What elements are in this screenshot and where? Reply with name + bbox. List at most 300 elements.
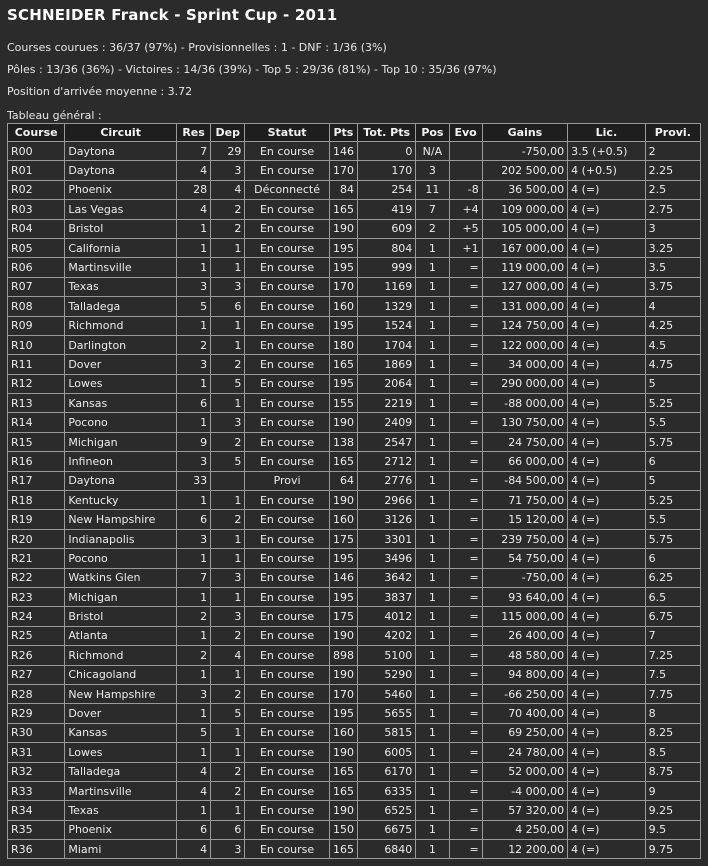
winnings-cell: 24 780,00 — [482, 743, 567, 762]
total-points-cell: 3301 — [357, 529, 415, 548]
evolution-cell: = — [449, 626, 482, 645]
license-cell: 4 (=) — [568, 568, 645, 587]
status-cell: En course — [245, 626, 329, 645]
start-cell: 29 — [211, 142, 245, 161]
points-cell: 175 — [329, 529, 357, 548]
status-cell: En course — [245, 219, 329, 238]
provi-cell: 5.5 — [645, 510, 700, 529]
start-cell: 1 — [211, 491, 245, 510]
total-points-cell: 0 — [357, 142, 415, 161]
status-cell: Déconnecté — [245, 180, 329, 199]
circuit-cell: Lowes — [65, 374, 177, 393]
table-row — [8, 277, 701, 296]
points-cell: 195 — [329, 374, 357, 393]
points-cell: 170 — [329, 684, 357, 703]
total-points-cell: 1869 — [357, 355, 415, 374]
total-points-cell: 999 — [357, 258, 415, 277]
col-header-provi: Provi. — [645, 124, 700, 142]
table-header — [8, 124, 701, 142]
course-cell: R20 — [8, 529, 65, 548]
result-cell: 4 — [176, 840, 210, 859]
points-cell: 195 — [329, 587, 357, 606]
table-row — [8, 297, 701, 316]
license-cell: 4 (=) — [568, 180, 645, 199]
course-cell: R12 — [8, 374, 65, 393]
winnings-cell: 70 400,00 — [482, 704, 567, 723]
winnings-cell: -88 000,00 — [482, 394, 567, 413]
start-cell: 1 — [211, 394, 245, 413]
winnings-cell: 202 500,00 — [482, 161, 567, 180]
position-cell: 1 — [416, 413, 449, 432]
table-row — [8, 820, 701, 839]
total-points-cell: 2219 — [357, 394, 415, 413]
status-cell: En course — [245, 374, 329, 393]
start-cell: 1 — [211, 801, 245, 820]
start-cell: 2 — [211, 626, 245, 645]
table-row — [8, 665, 701, 684]
table-row — [8, 626, 701, 645]
course-cell: R19 — [8, 510, 65, 529]
average-finish: Position d'arrivée moyenne : 3.72 — [7, 85, 193, 98]
status-cell: En course — [245, 238, 329, 257]
points-cell: 160 — [329, 723, 357, 742]
provi-cell: 8.5 — [645, 743, 700, 762]
total-points-cell: 3642 — [357, 568, 415, 587]
course-cell: R00 — [8, 142, 65, 161]
course-cell: R03 — [8, 200, 65, 219]
provi-cell: 5.25 — [645, 394, 700, 413]
circuit-cell: Richmond — [65, 646, 177, 665]
evolution-cell: = — [449, 432, 482, 451]
total-points-cell: 4012 — [357, 607, 415, 626]
points-cell: 175 — [329, 607, 357, 626]
position-cell: 1 — [416, 452, 449, 471]
course-cell: R17 — [8, 471, 65, 490]
col-header-tot-pts: Tot. Pts — [357, 124, 415, 142]
table-row — [8, 180, 701, 199]
license-cell: 4 (=) — [568, 413, 645, 432]
table-row — [8, 549, 701, 568]
start-cell: 5 — [211, 704, 245, 723]
license-cell: 4 (=) — [568, 219, 645, 238]
evolution-cell: = — [449, 297, 482, 316]
circuit-cell: Infineon — [65, 452, 177, 471]
result-cell: 5 — [176, 297, 210, 316]
evolution-cell: = — [449, 258, 482, 277]
table-row — [8, 335, 701, 354]
table-row — [8, 704, 701, 723]
evolution-cell: = — [449, 587, 482, 606]
status-cell: En course — [245, 297, 329, 316]
total-points-cell: 6525 — [357, 801, 415, 820]
result-cell: 1 — [176, 491, 210, 510]
winnings-cell: 105 000,00 — [482, 219, 567, 238]
col-header-pos: Pos — [416, 124, 449, 142]
result-cell: 1 — [176, 413, 210, 432]
results-table — [7, 123, 701, 859]
course-cell: R35 — [8, 820, 65, 839]
position-cell: 1 — [416, 432, 449, 451]
result-cell: 1 — [176, 626, 210, 645]
points-cell: 170 — [329, 161, 357, 180]
total-points-cell: 2966 — [357, 491, 415, 510]
circuit-cell: Bristol — [65, 219, 177, 238]
races-summary: Courses courues : 36/37 (97%) - Provisionnelles : 1 - DNF : 1/36 (3%) — [7, 41, 387, 54]
winnings-cell: 290 000,00 — [482, 374, 567, 393]
status-cell: En course — [245, 820, 329, 839]
course-cell: R18 — [8, 491, 65, 510]
result-cell: 1 — [176, 587, 210, 606]
evolution-cell: = — [449, 277, 482, 296]
circuit-cell: Martinsville — [65, 781, 177, 800]
result-cell: 6 — [176, 510, 210, 529]
result-cell: 3 — [176, 684, 210, 703]
points-cell: 190 — [329, 491, 357, 510]
license-cell: 4 (=) — [568, 200, 645, 219]
provi-cell: 6 — [645, 452, 700, 471]
position-cell: 1 — [416, 529, 449, 548]
circuit-cell: Kansas — [65, 723, 177, 742]
table-row — [8, 684, 701, 703]
circuit-cell: California — [65, 238, 177, 257]
table-row — [8, 471, 701, 490]
license-cell: 4 (=) — [568, 316, 645, 335]
position-cell: 11 — [416, 180, 449, 199]
table-row — [8, 607, 701, 626]
result-cell: 1 — [176, 374, 210, 393]
status-cell: En course — [245, 781, 329, 800]
evolution-cell: = — [449, 820, 482, 839]
position-cell: 1 — [416, 684, 449, 703]
evolution-cell: = — [449, 723, 482, 742]
winnings-cell: 109 000,00 — [482, 200, 567, 219]
points-cell: 165 — [329, 840, 357, 859]
points-cell: 195 — [329, 316, 357, 335]
provi-cell: 2.75 — [645, 200, 700, 219]
license-cell: 4 (=) — [568, 355, 645, 374]
position-cell: 1 — [416, 743, 449, 762]
col-header-pts: Pts — [329, 124, 357, 142]
provi-cell: 5.25 — [645, 491, 700, 510]
license-cell: 4 (=) — [568, 665, 645, 684]
col-header-statut: Statut — [245, 124, 329, 142]
provi-cell: 7 — [645, 626, 700, 645]
circuit-cell: Michigan — [65, 432, 177, 451]
provi-cell: 6.75 — [645, 607, 700, 626]
status-cell: En course — [245, 568, 329, 587]
circuit-cell: New Hampshire — [65, 684, 177, 703]
points-cell: 190 — [329, 219, 357, 238]
position-cell: 3 — [416, 161, 449, 180]
total-points-cell: 6005 — [357, 743, 415, 762]
status-cell: En course — [245, 646, 329, 665]
start-cell: 5 — [211, 374, 245, 393]
points-cell: 165 — [329, 452, 357, 471]
course-cell: R31 — [8, 743, 65, 762]
points-cell: 160 — [329, 510, 357, 529]
start-cell: 1 — [211, 316, 245, 335]
status-cell: En course — [245, 355, 329, 374]
start-cell: 2 — [211, 762, 245, 781]
evolution-cell: = — [449, 801, 482, 820]
provi-cell: 8.25 — [645, 723, 700, 742]
table-row — [8, 781, 701, 800]
circuit-cell: Darlington — [65, 335, 177, 354]
table-row — [8, 587, 701, 606]
table-row — [8, 200, 701, 219]
table-row — [8, 432, 701, 451]
total-points-cell: 3496 — [357, 549, 415, 568]
status-cell: En course — [245, 510, 329, 529]
license-cell: 4 (=) — [568, 394, 645, 413]
position-cell: 1 — [416, 297, 449, 316]
course-cell: R02 — [8, 180, 65, 199]
table-body — [8, 142, 701, 859]
status-cell: En course — [245, 200, 329, 219]
total-points-cell: 254 — [357, 180, 415, 199]
table-row — [8, 529, 701, 548]
winnings-cell: 48 580,00 — [482, 646, 567, 665]
position-cell: 1 — [416, 607, 449, 626]
start-cell: 1 — [211, 258, 245, 277]
result-cell: 1 — [176, 316, 210, 335]
license-cell: 4 (=) — [568, 626, 645, 645]
course-cell: R09 — [8, 316, 65, 335]
start-cell: 6 — [211, 820, 245, 839]
col-header-lic: Lic. — [568, 124, 645, 142]
start-cell: 2 — [211, 781, 245, 800]
winnings-cell: 54 750,00 — [482, 549, 567, 568]
winnings-cell: 66 000,00 — [482, 452, 567, 471]
winnings-cell: 52 000,00 — [482, 762, 567, 781]
evolution-cell: = — [449, 471, 482, 490]
start-cell: 2 — [211, 432, 245, 451]
circuit-cell: Texas — [65, 277, 177, 296]
winnings-cell: 93 640,00 — [482, 587, 567, 606]
total-points-cell: 1329 — [357, 297, 415, 316]
position-cell: 1 — [416, 723, 449, 742]
provi-cell: 9.25 — [645, 801, 700, 820]
total-points-cell: 5290 — [357, 665, 415, 684]
license-cell: 4 (=) — [568, 491, 645, 510]
result-cell: 9 — [176, 432, 210, 451]
circuit-cell: Daytona — [65, 142, 177, 161]
license-cell: 4 (=) — [568, 743, 645, 762]
status-cell: En course — [245, 801, 329, 820]
position-cell: 1 — [416, 820, 449, 839]
points-cell: 190 — [329, 413, 357, 432]
points-cell: 195 — [329, 549, 357, 568]
table-row — [8, 743, 701, 762]
license-cell: 4 (=) — [568, 587, 645, 606]
result-cell: 4 — [176, 781, 210, 800]
winnings-cell: 119 000,00 — [482, 258, 567, 277]
provi-cell: 5 — [645, 374, 700, 393]
course-cell: R33 — [8, 781, 65, 800]
position-cell: 1 — [416, 840, 449, 859]
course-cell: R36 — [8, 840, 65, 859]
total-points-cell: 6840 — [357, 840, 415, 859]
provi-cell: 4.25 — [645, 316, 700, 335]
start-cell: 1 — [211, 587, 245, 606]
points-cell: 170 — [329, 277, 357, 296]
winnings-cell: 94 800,00 — [482, 665, 567, 684]
position-cell: 1 — [416, 316, 449, 335]
total-points-cell: 5655 — [357, 704, 415, 723]
provi-cell: 6.5 — [645, 587, 700, 606]
winnings-cell: 127 000,00 — [482, 277, 567, 296]
points-cell: 195 — [329, 258, 357, 277]
provi-cell: 9.75 — [645, 840, 700, 859]
course-cell: R21 — [8, 549, 65, 568]
position-cell: 1 — [416, 801, 449, 820]
circuit-cell: Pocono — [65, 549, 177, 568]
circuit-cell: Texas — [65, 801, 177, 820]
provi-cell: 8 — [645, 704, 700, 723]
license-cell: 4 (=) — [568, 607, 645, 626]
result-cell: 4 — [176, 200, 210, 219]
status-cell: En course — [245, 665, 329, 684]
circuit-cell: Phoenix — [65, 180, 177, 199]
circuit-cell: Atlanta — [65, 626, 177, 645]
circuit-cell: Phoenix — [65, 820, 177, 839]
total-points-cell: 2712 — [357, 452, 415, 471]
winnings-cell: 24 750,00 — [482, 432, 567, 451]
position-cell: 1 — [416, 549, 449, 568]
table-row — [8, 394, 701, 413]
points-cell: 195 — [329, 704, 357, 723]
points-cell: 190 — [329, 743, 357, 762]
circuit-cell: Kentucky — [65, 491, 177, 510]
status-cell: En course — [245, 335, 329, 354]
winnings-cell: -750,00 — [482, 142, 567, 161]
position-cell: 1 — [416, 704, 449, 723]
circuit-cell: Kansas — [65, 394, 177, 413]
provi-cell: 5 — [645, 471, 700, 490]
license-cell: 3.5 (+0.5) — [568, 142, 645, 161]
winnings-cell: 122 000,00 — [482, 335, 567, 354]
points-cell: 165 — [329, 200, 357, 219]
result-cell: 1 — [176, 238, 210, 257]
table-row — [8, 413, 701, 432]
result-cell: 1 — [176, 801, 210, 820]
evolution-cell: = — [449, 529, 482, 548]
table-row — [8, 258, 701, 277]
table-row — [8, 491, 701, 510]
position-cell: 1 — [416, 394, 449, 413]
status-cell: En course — [245, 258, 329, 277]
position-cell: 1 — [416, 258, 449, 277]
start-cell: 2 — [211, 684, 245, 703]
total-points-cell: 419 — [357, 200, 415, 219]
start-cell: 6 — [211, 297, 245, 316]
circuit-cell: Talladega — [65, 297, 177, 316]
winnings-cell: 15 120,00 — [482, 510, 567, 529]
result-cell: 1 — [176, 549, 210, 568]
circuit-cell: Watkins Glen — [65, 568, 177, 587]
license-cell: 4 (=) — [568, 277, 645, 296]
total-points-cell: 2409 — [357, 413, 415, 432]
results-summary: Pôles : 13/36 (36%) - Victoires : 14/36 (39%) - Top 5 : 29/36 (81%) - Top 10 : 35/36 (97%) — [7, 63, 497, 76]
license-cell: 4 (=) — [568, 510, 645, 529]
result-cell: 3 — [176, 529, 210, 548]
position-cell: N/A — [416, 142, 449, 161]
status-cell: En course — [245, 394, 329, 413]
winnings-cell: -84 500,00 — [482, 471, 567, 490]
evolution-cell: = — [449, 665, 482, 684]
evolution-cell: = — [449, 335, 482, 354]
total-points-cell: 2064 — [357, 374, 415, 393]
points-cell: 898 — [329, 646, 357, 665]
winnings-cell: 12 200,00 — [482, 840, 567, 859]
table-row — [8, 568, 701, 587]
provi-cell: 3.25 — [645, 238, 700, 257]
course-cell: R28 — [8, 684, 65, 703]
status-cell: En course — [245, 723, 329, 742]
evolution-cell — [449, 161, 482, 180]
start-cell: 2 — [211, 355, 245, 374]
result-cell: 3 — [176, 452, 210, 471]
points-cell: 146 — [329, 568, 357, 587]
result-cell: 1 — [176, 258, 210, 277]
position-cell: 1 — [416, 510, 449, 529]
position-cell: 1 — [416, 491, 449, 510]
result-cell: 28 — [176, 180, 210, 199]
points-cell: 155 — [329, 394, 357, 413]
position-cell: 1 — [416, 471, 449, 490]
license-cell: 4 (=) — [568, 801, 645, 820]
total-points-cell: 1704 — [357, 335, 415, 354]
result-cell: 7 — [176, 568, 210, 587]
provi-cell: 5.5 — [645, 413, 700, 432]
start-cell: 1 — [211, 549, 245, 568]
table-row — [8, 219, 701, 238]
table-row — [8, 801, 701, 820]
course-cell: R11 — [8, 355, 65, 374]
start-cell: 2 — [211, 219, 245, 238]
start-cell: 3 — [211, 840, 245, 859]
winnings-cell: 130 750,00 — [482, 413, 567, 432]
start-cell: 4 — [211, 180, 245, 199]
start-cell: 3 — [211, 161, 245, 180]
total-points-cell: 5815 — [357, 723, 415, 742]
start-cell: 2 — [211, 200, 245, 219]
license-cell: 4 (=) — [568, 781, 645, 800]
points-cell: 190 — [329, 801, 357, 820]
position-cell: 1 — [416, 335, 449, 354]
course-cell: R07 — [8, 277, 65, 296]
table-row — [8, 316, 701, 335]
start-cell: 1 — [211, 743, 245, 762]
course-cell: R29 — [8, 704, 65, 723]
status-cell: En course — [245, 452, 329, 471]
winnings-cell: -4 000,00 — [482, 781, 567, 800]
circuit-cell: Martinsville — [65, 258, 177, 277]
result-cell: 6 — [176, 820, 210, 839]
evolution-cell: = — [449, 316, 482, 335]
result-cell: 4 — [176, 161, 210, 180]
points-cell: 195 — [329, 238, 357, 257]
total-points-cell: 609 — [357, 219, 415, 238]
license-cell: 4 (=) — [568, 432, 645, 451]
total-points-cell: 6675 — [357, 820, 415, 839]
circuit-cell: Dover — [65, 704, 177, 723]
evolution-cell: = — [449, 781, 482, 800]
result-cell: 1 — [176, 704, 210, 723]
position-cell: 1 — [416, 238, 449, 257]
evolution-cell: = — [449, 510, 482, 529]
provi-cell: 5.75 — [645, 432, 700, 451]
